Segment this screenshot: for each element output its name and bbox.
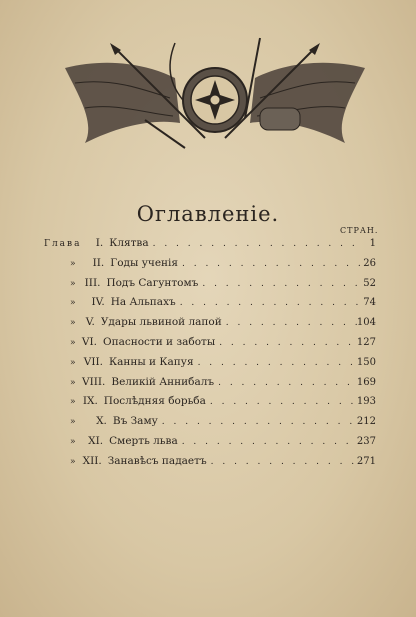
- chapter-numeral: II.: [92, 256, 105, 269]
- toc-row: [44, 257, 376, 277]
- toc-row: [44, 237, 376, 257]
- toc-row: [44, 376, 376, 396]
- leader-dots: [226, 318, 357, 328]
- toc-row: [44, 316, 376, 336]
- ditto-mark: »: [70, 278, 76, 289]
- toc-row: [44, 395, 376, 415]
- table-of-contents: [44, 237, 376, 475]
- chapter-title: Занавѣсъ падаетъ: [107, 454, 207, 467]
- chapter-numeral: VIII.: [81, 375, 106, 388]
- chapter-title: Въ Заму: [112, 415, 158, 428]
- chapter-numeral: V.: [85, 316, 95, 329]
- page-title: Оглавленіе.: [136, 202, 280, 226]
- leader-dots: [211, 457, 357, 467]
- chapter-title: Великій Аннибалъ: [111, 375, 215, 388]
- toc-row: [44, 296, 376, 316]
- chapter-numeral: XII.: [82, 454, 102, 467]
- page-number: 74: [363, 297, 376, 309]
- ditto-mark: »: [70, 456, 76, 467]
- toc-row: [44, 356, 376, 376]
- chapter-title: Опасности и заботы: [102, 335, 216, 348]
- toc-row: [44, 415, 376, 435]
- toc-row: [44, 336, 376, 356]
- page-number: 271: [356, 455, 376, 467]
- page-number: 150: [356, 356, 376, 368]
- chapter-numeral: IV.: [91, 296, 105, 309]
- page-number: 26: [363, 257, 376, 269]
- ditto-mark: »: [70, 357, 76, 368]
- chapter-title: Подъ Сагунтомъ: [106, 276, 199, 289]
- leader-dots: [162, 417, 357, 427]
- leader-dots: [198, 358, 357, 368]
- toc-row: [44, 277, 376, 297]
- page-number: 193: [356, 396, 376, 408]
- page-number: 1: [369, 238, 376, 249]
- ditto-mark: »: [70, 436, 76, 447]
- chapter-numeral: XI.: [88, 434, 104, 447]
- chapter-numeral: I.: [95, 237, 104, 249]
- leader-dots: [153, 239, 364, 249]
- chapter-numeral: X.: [96, 415, 107, 428]
- page-number: 127: [356, 336, 376, 348]
- page-number: 169: [356, 376, 376, 388]
- leader-dots: [182, 437, 357, 447]
- leader-dots: [182, 259, 363, 269]
- leader-dots: [210, 397, 357, 407]
- page-column-header: СТРАН.: [340, 226, 379, 235]
- page-number: 52: [363, 277, 376, 289]
- leader-dots: [218, 378, 357, 388]
- chapter-numeral: III.: [84, 276, 101, 289]
- ditto-mark: »: [70, 258, 76, 269]
- ditto-mark: »: [70, 298, 76, 309]
- page-number: 104: [356, 317, 376, 329]
- chapter-title: Годы ученія: [110, 256, 179, 269]
- chapter-title: Послѣдняя борьба: [103, 395, 206, 408]
- chapter-numeral: VII.: [83, 355, 103, 368]
- chapter-title: Канны и Капуя: [108, 355, 194, 368]
- chapter-numeral: VI.: [81, 335, 97, 348]
- ditto-mark: »: [70, 337, 76, 348]
- ditto-mark: »: [70, 377, 76, 388]
- leader-dots: [219, 338, 357, 348]
- chapter-title: Смерть льва: [109, 434, 178, 447]
- chapter-title: Удары львиной лапой: [100, 316, 222, 329]
- toc-row: [44, 455, 376, 475]
- ditto-mark: »: [70, 397, 76, 408]
- crossed-weapons-emblem-icon: [55, 28, 375, 158]
- leader-dots: [180, 298, 364, 308]
- ditto-mark: »: [70, 318, 76, 329]
- chapter-title: Клятва: [109, 237, 149, 249]
- page-number: 237: [356, 435, 376, 447]
- chapter-numeral: IX.: [82, 395, 98, 408]
- toc-row: [44, 435, 376, 455]
- leader-dots: [202, 279, 363, 289]
- ditto-mark: »: [70, 417, 76, 428]
- chapter-label: Глава: [44, 239, 82, 249]
- chapter-title: На Альпахъ: [110, 296, 176, 309]
- page-number: 212: [356, 416, 376, 428]
